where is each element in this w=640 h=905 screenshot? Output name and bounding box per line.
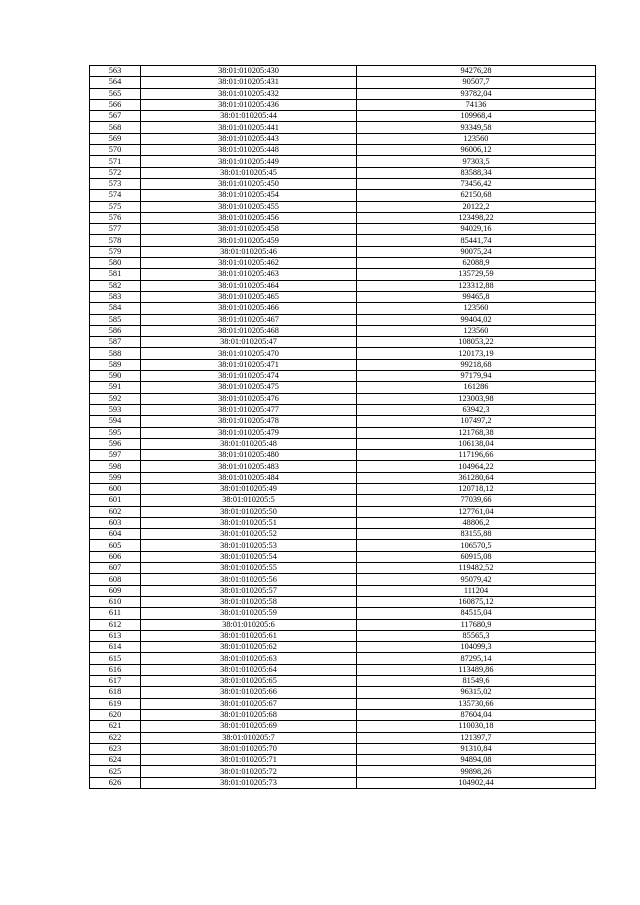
cadastral-number-cell: 38:01:010205:55 — [141, 563, 357, 574]
value-cell: 104099,3 — [357, 642, 596, 653]
row-number-cell: 618 — [90, 687, 141, 698]
row-number-cell: 581 — [90, 269, 141, 280]
cadastral-number-cell: 38:01:010205:53 — [141, 540, 357, 551]
row-number-cell: 574 — [90, 190, 141, 201]
table-row — [90, 77, 596, 88]
value-cell: 135729,59 — [357, 269, 596, 280]
row-number-cell: 579 — [90, 246, 141, 257]
row-number-cell: 608 — [90, 574, 141, 585]
cadastral-number-cell: 38:01:010205:432 — [141, 88, 357, 99]
value-cell: 123560 — [357, 133, 596, 144]
value-cell: 104902,44 — [357, 777, 596, 788]
value-cell: 96315,02 — [357, 687, 596, 698]
cadastral-number-cell: 38:01:010205:58 — [141, 596, 357, 607]
cadastral-number-cell: 38:01:010205:65 — [141, 676, 357, 687]
row-number-cell: 586 — [90, 325, 141, 336]
cadastral-number-cell: 38:01:010205:441 — [141, 122, 357, 133]
cadastral-number-cell: 38:01:010205:483 — [141, 461, 357, 472]
table-row — [90, 743, 596, 754]
value-cell: 48806,2 — [357, 517, 596, 528]
table-row — [90, 224, 596, 235]
value-cell: 113489,86 — [357, 664, 596, 675]
cadastral-values-table — [89, 65, 596, 789]
row-number-cell: 589 — [90, 359, 141, 370]
row-number-cell: 583 — [90, 291, 141, 302]
row-number-cell: 577 — [90, 224, 141, 235]
cadastral-number-cell: 38:01:010205:67 — [141, 698, 357, 709]
cadastral-number-cell: 38:01:010205:455 — [141, 201, 357, 212]
table-row — [90, 178, 596, 189]
value-cell: 94894,08 — [357, 755, 596, 766]
value-cell: 161286 — [357, 382, 596, 393]
table-row — [90, 269, 596, 280]
table-row — [90, 698, 596, 709]
cadastral-number-cell: 38:01:010205:459 — [141, 235, 357, 246]
cadastral-number-cell: 38:01:010205:52 — [141, 529, 357, 540]
row-number-cell: 620 — [90, 709, 141, 720]
row-number-cell: 598 — [90, 461, 141, 472]
table-row — [90, 371, 596, 382]
cadastral-number-cell: 38:01:010205:7 — [141, 732, 357, 743]
value-cell: 104964,22 — [357, 461, 596, 472]
value-cell: 85565,3 — [357, 630, 596, 641]
value-cell: 117196,66 — [357, 450, 596, 461]
table-row — [90, 235, 596, 246]
value-cell: 97303,5 — [357, 156, 596, 167]
value-cell: 119482,52 — [357, 563, 596, 574]
row-number-cell: 588 — [90, 348, 141, 359]
cadastral-number-cell: 38:01:010205:470 — [141, 348, 357, 359]
value-cell: 123312,88 — [357, 280, 596, 291]
value-cell: 106570,5 — [357, 540, 596, 551]
value-cell: 85441,74 — [357, 235, 596, 246]
cadastral-number-cell: 38:01:010205:59 — [141, 608, 357, 619]
value-cell: 77039,66 — [357, 495, 596, 506]
table-row — [90, 201, 596, 212]
value-cell: 135730,66 — [357, 698, 596, 709]
cadastral-number-cell: 38:01:010205:44 — [141, 111, 357, 122]
table-row — [90, 585, 596, 596]
value-cell: 120718,12 — [357, 483, 596, 494]
row-number-cell: 610 — [90, 596, 141, 607]
table-row — [90, 66, 596, 77]
value-cell: 63942,3 — [357, 404, 596, 415]
cadastral-number-cell: 38:01:010205:6 — [141, 619, 357, 630]
value-cell: 96006,12 — [357, 145, 596, 156]
cadastral-number-cell: 38:01:010205:456 — [141, 212, 357, 223]
value-cell: 123498,22 — [357, 212, 596, 223]
value-cell: 123003,98 — [357, 393, 596, 404]
cadastral-number-cell: 38:01:010205:474 — [141, 371, 357, 382]
cadastral-number-cell: 38:01:010205:448 — [141, 145, 357, 156]
row-number-cell: 585 — [90, 314, 141, 325]
value-cell: 123560 — [357, 303, 596, 314]
row-number-cell: 578 — [90, 235, 141, 246]
table-row — [90, 495, 596, 506]
row-number-cell: 596 — [90, 438, 141, 449]
table-row — [90, 472, 596, 483]
table-row — [90, 416, 596, 427]
table-row — [90, 529, 596, 540]
table-row — [90, 664, 596, 675]
value-cell: 108053,22 — [357, 337, 596, 348]
table-row — [90, 709, 596, 720]
table-row — [90, 382, 596, 393]
row-number-cell: 606 — [90, 551, 141, 562]
row-number-cell: 622 — [90, 732, 141, 743]
table-row — [90, 450, 596, 461]
row-number-cell: 567 — [90, 111, 141, 122]
table-row — [90, 133, 596, 144]
cadastral-number-cell: 38:01:010205:464 — [141, 280, 357, 291]
value-cell: 160875,12 — [357, 596, 596, 607]
value-cell: 81549,6 — [357, 676, 596, 687]
table-row — [90, 517, 596, 528]
row-number-cell: 572 — [90, 167, 141, 178]
cadastral-number-cell: 38:01:010205:71 — [141, 755, 357, 766]
table-row — [90, 619, 596, 630]
row-number-cell: 617 — [90, 676, 141, 687]
table-row — [90, 280, 596, 291]
row-number-cell: 612 — [90, 619, 141, 630]
cadastral-number-cell: 38:01:010205:47 — [141, 337, 357, 348]
row-number-cell: 611 — [90, 608, 141, 619]
value-cell: 123560 — [357, 325, 596, 336]
row-number-cell: 609 — [90, 585, 141, 596]
cadastral-number-cell: 38:01:010205:430 — [141, 66, 357, 77]
table-row — [90, 212, 596, 223]
cadastral-number-cell: 38:01:010205:467 — [141, 314, 357, 325]
row-number-cell: 595 — [90, 427, 141, 438]
table-row — [90, 190, 596, 201]
value-cell: 73456,42 — [357, 178, 596, 189]
cadastral-number-cell: 38:01:010205:69 — [141, 721, 357, 732]
row-number-cell: 597 — [90, 450, 141, 461]
cadastral-number-cell: 38:01:010205:463 — [141, 269, 357, 280]
row-number-cell: 623 — [90, 743, 141, 754]
value-cell: 94276,28 — [357, 66, 596, 77]
table-row — [90, 427, 596, 438]
value-cell: 111204 — [357, 585, 596, 596]
table-row — [90, 303, 596, 314]
row-number-cell: 602 — [90, 506, 141, 517]
table-row — [90, 676, 596, 687]
cadastral-number-cell: 38:01:010205:466 — [141, 303, 357, 314]
table-row — [90, 596, 596, 607]
value-cell: 87295,14 — [357, 653, 596, 664]
cadastral-number-cell: 38:01:010205:63 — [141, 653, 357, 664]
row-number-cell: 565 — [90, 88, 141, 99]
cadastral-number-cell: 38:01:010205:480 — [141, 450, 357, 461]
cadastral-number-cell: 38:01:010205:70 — [141, 743, 357, 754]
value-cell: 110030,18 — [357, 721, 596, 732]
row-number-cell: 600 — [90, 483, 141, 494]
value-cell: 121397,7 — [357, 732, 596, 743]
row-number-cell: 604 — [90, 529, 141, 540]
table-row — [90, 393, 596, 404]
cadastral-number-cell: 38:01:010205:62 — [141, 642, 357, 653]
row-number-cell: 621 — [90, 721, 141, 732]
table-body — [90, 66, 596, 789]
cadastral-number-cell: 38:01:010205:465 — [141, 291, 357, 302]
table-row — [90, 540, 596, 551]
table-row — [90, 145, 596, 156]
table-row — [90, 608, 596, 619]
cadastral-number-cell: 38:01:010205:449 — [141, 156, 357, 167]
table-row — [90, 653, 596, 664]
cadastral-number-cell: 38:01:010205:68 — [141, 709, 357, 720]
table-row — [90, 167, 596, 178]
value-cell: 106138,04 — [357, 438, 596, 449]
table-row — [90, 630, 596, 641]
value-cell: 117680,9 — [357, 619, 596, 630]
cadastral-number-cell: 38:01:010205:5 — [141, 495, 357, 506]
table-row — [90, 777, 596, 788]
cadastral-number-cell: 38:01:010205:475 — [141, 382, 357, 393]
table-row — [90, 551, 596, 562]
row-number-cell: 564 — [90, 77, 141, 88]
value-cell: 109968,4 — [357, 111, 596, 122]
row-number-cell: 584 — [90, 303, 141, 314]
row-number-cell: 594 — [90, 416, 141, 427]
cadastral-number-cell: 38:01:010205:478 — [141, 416, 357, 427]
cadastral-number-cell: 38:01:010205:450 — [141, 178, 357, 189]
row-number-cell: 613 — [90, 630, 141, 641]
cadastral-number-cell: 38:01:010205:46 — [141, 246, 357, 257]
cadastral-number-cell: 38:01:010205:49 — [141, 483, 357, 494]
row-number-cell: 603 — [90, 517, 141, 528]
row-number-cell: 563 — [90, 66, 141, 77]
value-cell: 74136 — [357, 99, 596, 110]
row-number-cell: 601 — [90, 495, 141, 506]
value-cell: 62150,68 — [357, 190, 596, 201]
cadastral-number-cell: 38:01:010205:50 — [141, 506, 357, 517]
row-number-cell: 573 — [90, 178, 141, 189]
value-cell: 83588,34 — [357, 167, 596, 178]
value-cell: 60915,08 — [357, 551, 596, 562]
value-cell: 120173,19 — [357, 348, 596, 359]
row-number-cell: 568 — [90, 122, 141, 133]
row-number-cell: 607 — [90, 563, 141, 574]
row-number-cell: 570 — [90, 145, 141, 156]
cadastral-number-cell: 38:01:010205:477 — [141, 404, 357, 415]
table-row — [90, 483, 596, 494]
cadastral-number-cell: 38:01:010205:458 — [141, 224, 357, 235]
cadastral-number-cell: 38:01:010205:61 — [141, 630, 357, 641]
value-cell: 93782,04 — [357, 88, 596, 99]
table-row — [90, 506, 596, 517]
table-row — [90, 755, 596, 766]
cadastral-number-cell: 38:01:010205:54 — [141, 551, 357, 562]
row-number-cell: 615 — [90, 653, 141, 664]
table-row — [90, 359, 596, 370]
row-number-cell: 592 — [90, 393, 141, 404]
cadastral-number-cell: 38:01:010205:72 — [141, 766, 357, 777]
table-row — [90, 438, 596, 449]
table-row — [90, 325, 596, 336]
value-cell: 87604,04 — [357, 709, 596, 720]
row-number-cell: 575 — [90, 201, 141, 212]
table-row — [90, 687, 596, 698]
value-cell: 95079,42 — [357, 574, 596, 585]
value-cell: 20122,2 — [357, 201, 596, 212]
value-cell: 91310,84 — [357, 743, 596, 754]
value-cell: 97179,94 — [357, 371, 596, 382]
table-row — [90, 99, 596, 110]
value-cell: 99218,68 — [357, 359, 596, 370]
row-number-cell: 605 — [90, 540, 141, 551]
value-cell: 90507,7 — [357, 77, 596, 88]
table-row — [90, 122, 596, 133]
table-row — [90, 156, 596, 167]
row-number-cell: 624 — [90, 755, 141, 766]
row-number-cell: 587 — [90, 337, 141, 348]
value-cell: 90075,24 — [357, 246, 596, 257]
table-row — [90, 461, 596, 472]
cadastral-number-cell: 38:01:010205:48 — [141, 438, 357, 449]
row-number-cell: 571 — [90, 156, 141, 167]
cadastral-number-cell: 38:01:010205:476 — [141, 393, 357, 404]
value-cell: 93349,58 — [357, 122, 596, 133]
table-row — [90, 314, 596, 325]
row-number-cell: 619 — [90, 698, 141, 709]
cadastral-number-cell: 38:01:010205:56 — [141, 574, 357, 585]
table-row — [90, 88, 596, 99]
row-number-cell: 582 — [90, 280, 141, 291]
cadastral-number-cell: 38:01:010205:431 — [141, 77, 357, 88]
value-cell: 127761,04 — [357, 506, 596, 517]
table-row — [90, 766, 596, 777]
cadastral-number-cell: 38:01:010205:436 — [141, 99, 357, 110]
cadastral-number-cell: 38:01:010205:57 — [141, 585, 357, 596]
value-cell: 121768,38 — [357, 427, 596, 438]
value-cell: 84515,04 — [357, 608, 596, 619]
cadastral-number-cell: 38:01:010205:443 — [141, 133, 357, 144]
cadastral-number-cell: 38:01:010205:471 — [141, 359, 357, 370]
row-number-cell: 566 — [90, 99, 141, 110]
cadastral-number-cell: 38:01:010205:454 — [141, 190, 357, 201]
table-row — [90, 348, 596, 359]
cadastral-number-cell: 38:01:010205:64 — [141, 664, 357, 675]
value-cell: 99465,8 — [357, 291, 596, 302]
table-row — [90, 642, 596, 653]
value-cell: 361280,64 — [357, 472, 596, 483]
cadastral-number-cell: 38:01:010205:73 — [141, 777, 357, 788]
table-row — [90, 111, 596, 122]
cadastral-number-cell: 38:01:010205:479 — [141, 427, 357, 438]
row-number-cell: 599 — [90, 472, 141, 483]
cadastral-number-cell: 38:01:010205:462 — [141, 258, 357, 269]
value-cell: 99898,26 — [357, 766, 596, 777]
value-cell: 83155,88 — [357, 529, 596, 540]
table-row — [90, 563, 596, 574]
row-number-cell: 580 — [90, 258, 141, 269]
cadastral-number-cell: 38:01:010205:468 — [141, 325, 357, 336]
value-cell: 94029,16 — [357, 224, 596, 235]
row-number-cell: 626 — [90, 777, 141, 788]
table-row — [90, 291, 596, 302]
row-number-cell: 614 — [90, 642, 141, 653]
cadastral-number-cell: 38:01:010205:51 — [141, 517, 357, 528]
row-number-cell: 625 — [90, 766, 141, 777]
value-cell: 107497,2 — [357, 416, 596, 427]
table-row — [90, 574, 596, 585]
row-number-cell: 576 — [90, 212, 141, 223]
row-number-cell: 590 — [90, 371, 141, 382]
table-row — [90, 721, 596, 732]
value-cell: 62088,9 — [357, 258, 596, 269]
table-row — [90, 337, 596, 348]
cadastral-number-cell: 38:01:010205:45 — [141, 167, 357, 178]
table-row — [90, 732, 596, 743]
row-number-cell: 616 — [90, 664, 141, 675]
row-number-cell: 591 — [90, 382, 141, 393]
table-row — [90, 404, 596, 415]
row-number-cell: 593 — [90, 404, 141, 415]
table-row — [90, 246, 596, 257]
cadastral-number-cell: 38:01:010205:66 — [141, 687, 357, 698]
cadastral-number-cell: 38:01:010205:484 — [141, 472, 357, 483]
value-cell: 99404,02 — [357, 314, 596, 325]
row-number-cell: 569 — [90, 133, 141, 144]
document-page — [89, 65, 595, 789]
table-row — [90, 258, 596, 269]
